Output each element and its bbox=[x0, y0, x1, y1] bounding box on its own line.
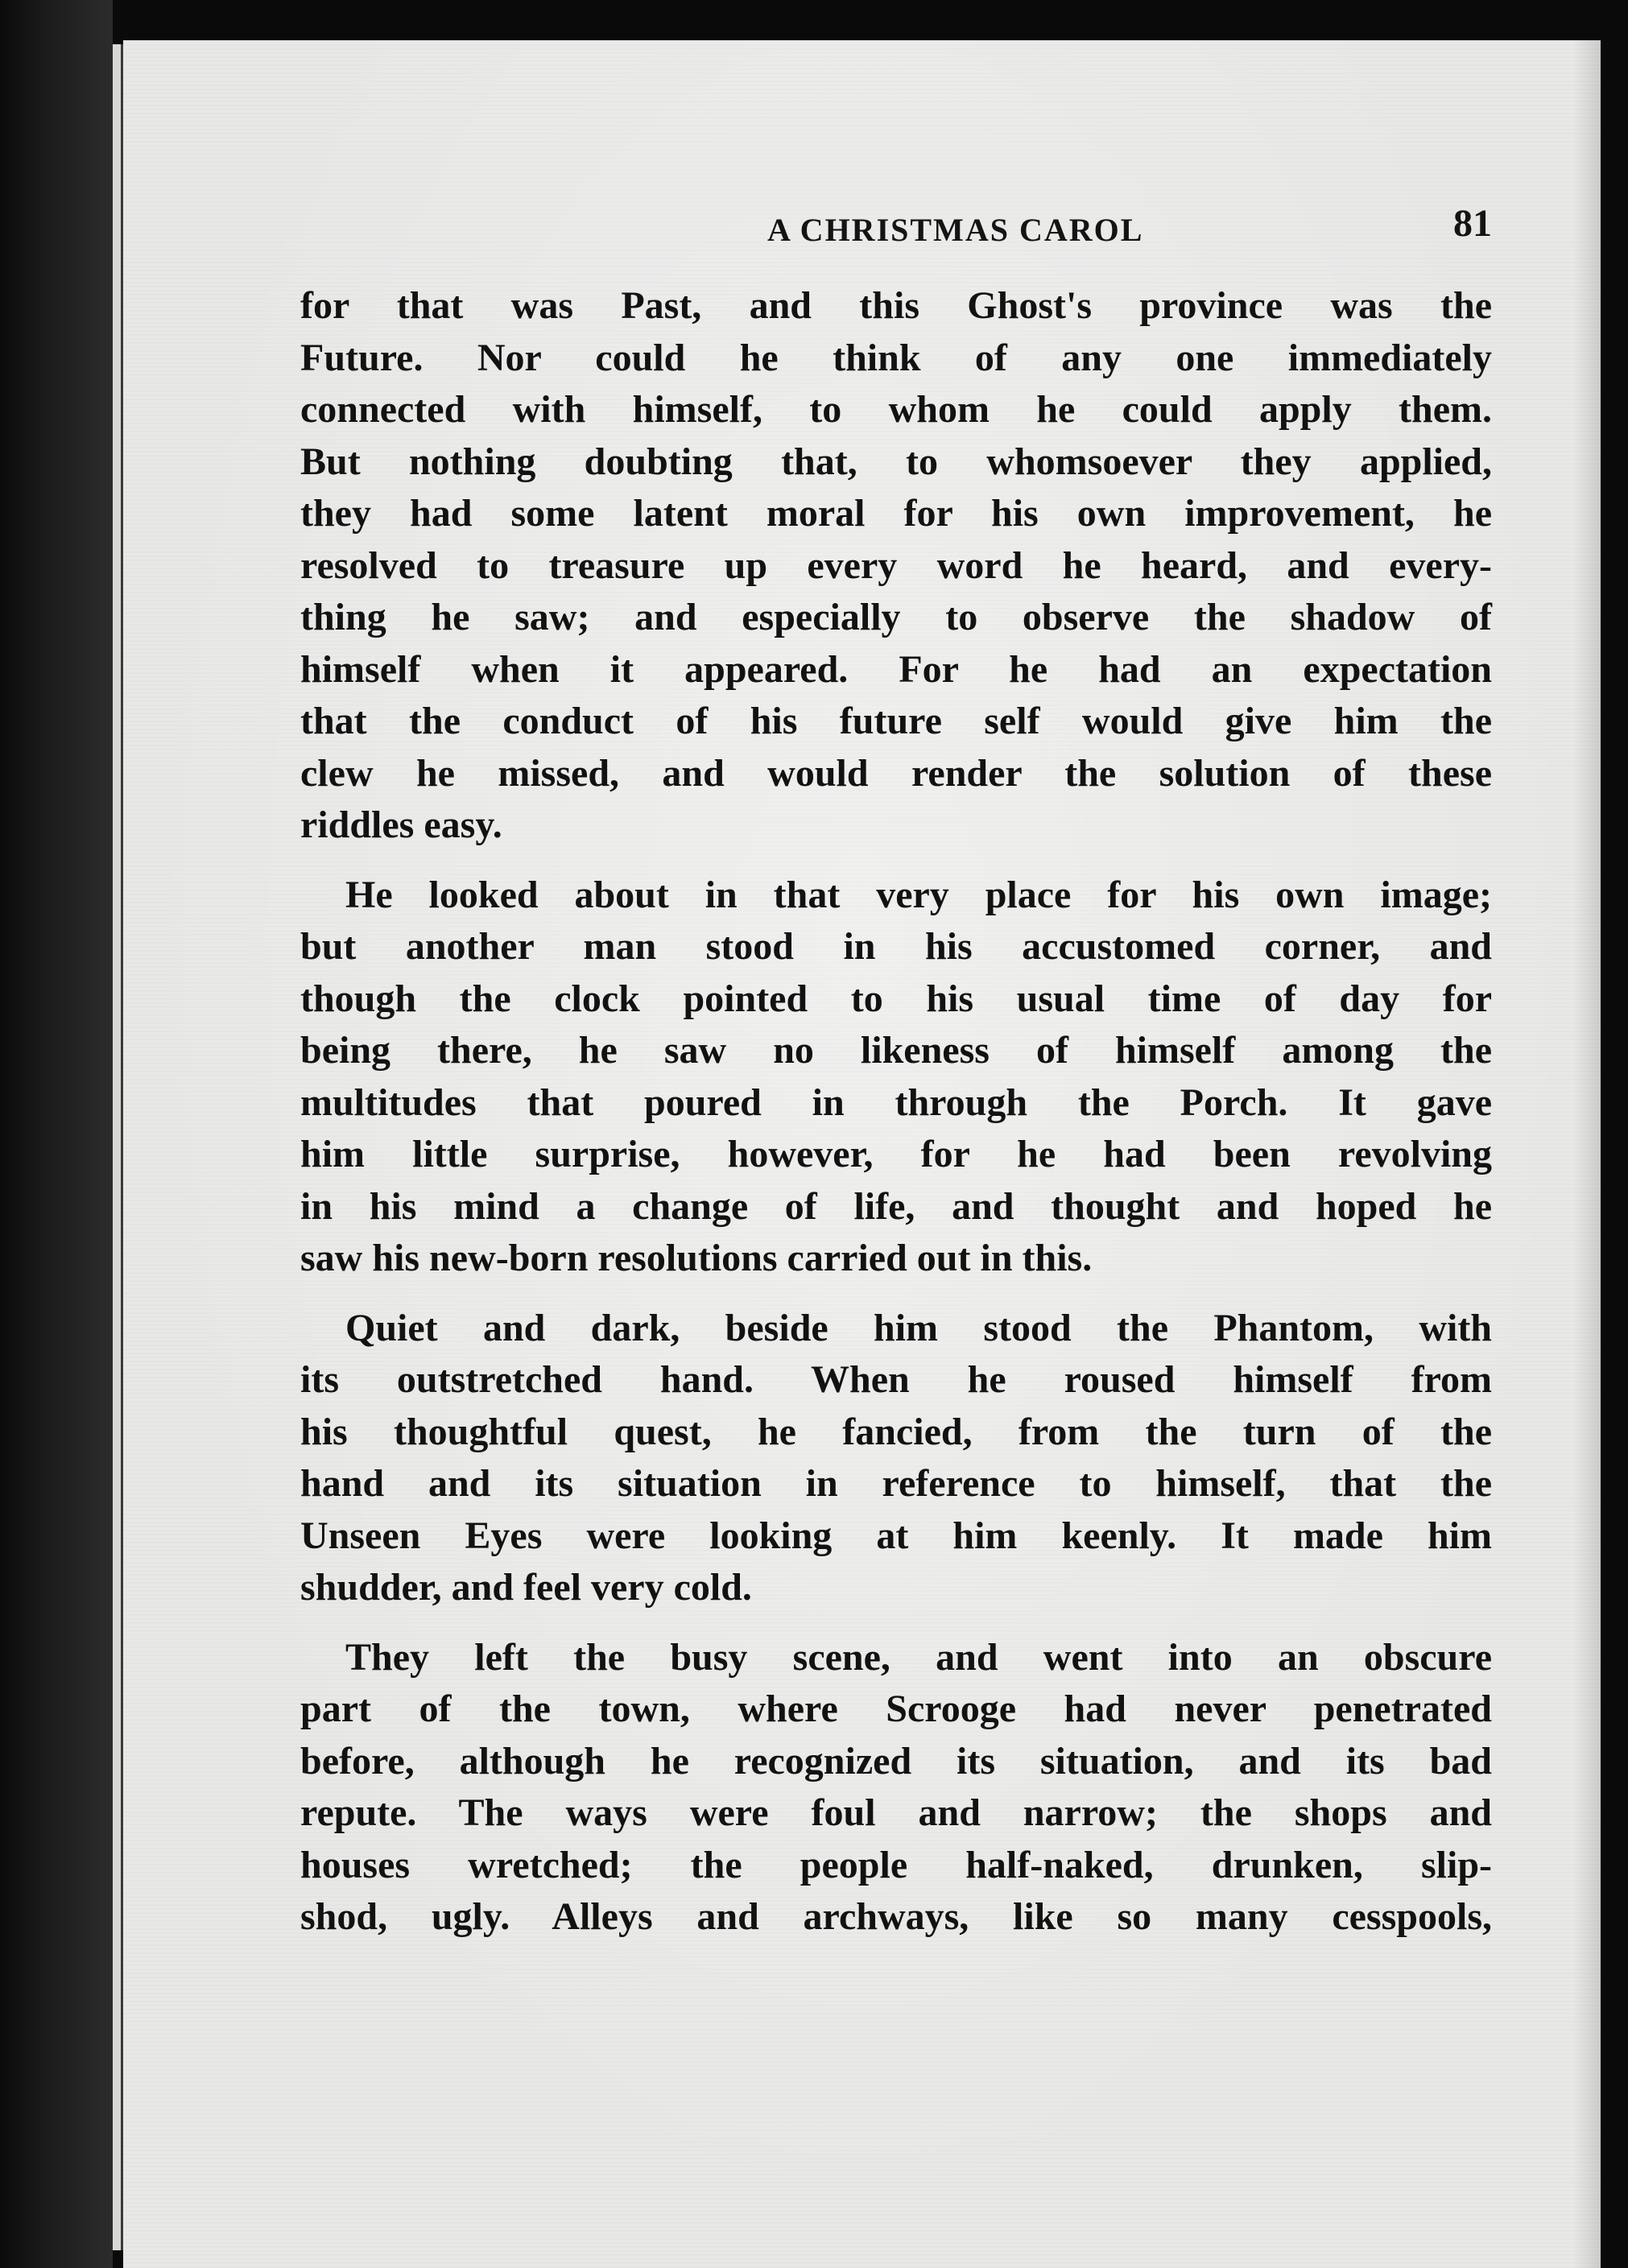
text-line: they had some latent moral for his own improvement, he bbox=[300, 492, 1492, 535]
text-line: clew he missed, and would render the solution of these bbox=[300, 751, 1492, 795]
text-line: his thoughtful quest, he fancied, from the turn of the bbox=[300, 1410, 1492, 1453]
text-line: being there, he saw no likeness of himself among the bbox=[300, 1029, 1492, 1072]
running-head-title: A CHRISTMAS CAROL bbox=[767, 212, 1144, 248]
page-edge-shadow bbox=[1573, 40, 1601, 2268]
text-line: himself when it appeared. For he had an expectation bbox=[300, 647, 1492, 691]
text-line: connected with himself, to whom he could apply them. bbox=[300, 388, 1492, 431]
running-head bbox=[300, 201, 1492, 258]
paragraph-1 bbox=[300, 280, 1492, 852]
text-line: Future. Nor could he think of any one immediately bbox=[300, 336, 1492, 379]
paragraph-3 bbox=[300, 1303, 1492, 1614]
book-page bbox=[123, 40, 1601, 2268]
text-line: but another man stood in his accustomed corner, and bbox=[300, 925, 1492, 968]
text-line: before, although he recognized its situation, and its bad bbox=[300, 1739, 1492, 1783]
text-line: repute. The ways were foul and narrow; the shops and bbox=[300, 1791, 1492, 1834]
text-line: for that was Past, and this Ghost's province was the bbox=[300, 284, 1492, 327]
book-binding bbox=[0, 0, 113, 2268]
text-line: houses wretched; the people half-naked, drunken, slip- bbox=[300, 1843, 1492, 1886]
text-line: shudder, and feel very cold. bbox=[300, 1566, 752, 1609]
text-line: They left the busy scene, and went into an obscure bbox=[345, 1635, 1492, 1679]
text-line: resolved to treasure up every word he heard, and every- bbox=[300, 543, 1492, 587]
text-line: in his mind a change of life, and thought and hoped he bbox=[300, 1184, 1492, 1228]
body-text bbox=[300, 280, 1492, 1961]
text-line: though the clock pointed to his usual time of day for bbox=[300, 977, 1492, 1020]
text-line: part of the town, where Scrooge had never penetrated bbox=[300, 1688, 1492, 1730]
text-line: But nothing doubting that, to whomsoever they applied, bbox=[300, 440, 1492, 483]
page-number: 81 bbox=[1453, 202, 1492, 245]
text-line: Quiet and dark, beside him stood the Phantom, with bbox=[345, 1306, 1492, 1349]
paragraph-4 bbox=[300, 1632, 1492, 1944]
text-line: multitudes that poured in through the Porch. It gave bbox=[300, 1080, 1492, 1124]
text-line: thing he saw; and especially to observe the shadow of bbox=[300, 596, 1492, 638]
paragraph-2 bbox=[300, 870, 1492, 1285]
text-line: riddles easy. bbox=[300, 804, 502, 846]
text-line: He looked about in that very place for his own image; bbox=[345, 873, 1492, 916]
facing-page-edge bbox=[113, 44, 123, 2250]
text-line: shod, ugly. Alleys and archways, like so many cesspools, bbox=[300, 1895, 1492, 1938]
text-line: its outstretched hand. When he roused himself from bbox=[300, 1358, 1492, 1401]
text-line: saw his new-born resolutions carried out in this. bbox=[300, 1237, 1093, 1279]
scan-speck bbox=[39, 2019, 45, 2026]
text-line: hand and its situation in reference to himself, that the bbox=[300, 1462, 1492, 1505]
text-line: him little surprise, however, for he had been revolving bbox=[300, 1133, 1492, 1175]
text-line: Unseen Eyes were looking at him keenly. It made him bbox=[300, 1514, 1492, 1557]
text-line: that the conduct of his future self would give him the bbox=[300, 700, 1492, 742]
